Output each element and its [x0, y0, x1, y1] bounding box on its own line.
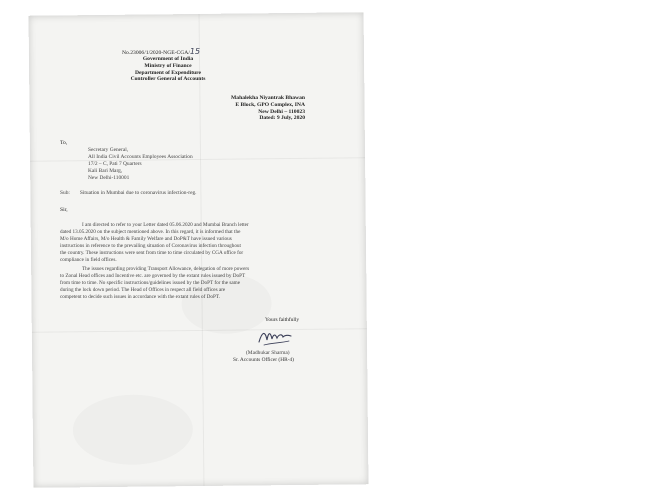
handwritten-signature — [256, 324, 294, 348]
letter-date: Dated: 9 July, 2020 — [259, 115, 305, 122]
recipient-line: Secretary General, — [88, 147, 129, 153]
paragraph-line: dated 13.05.2020 on the subject mentioned above. In this regard, it is informed that the — [60, 228, 241, 235]
recipient-line: New Delhi-110001 — [88, 175, 130, 181]
paragraph-line: M/o Home Affairs, M/o Health & Family Welfare and DoP&T have issued various — [60, 235, 232, 242]
reference-printed: No.23006/1/2020-NGE-CGA/ — [122, 50, 190, 56]
paragraph-line: during the lock down period. The Head of Offices in respect all field offices are — [60, 286, 226, 293]
subject-text: Situation in Mumbai due to coronavirus infection-reg. — [79, 190, 197, 196]
header-line-government: Government of India — [142, 56, 194, 63]
paragraph-line: competent to decide such issues in accordance with the extant rules of DoPT. — [60, 293, 220, 300]
sender-address — [187, 95, 305, 122]
paragraph-line: the country. These instructions were sent from time to time circulated by CGA office for — [60, 249, 244, 256]
address-line: E Block, GPO Complex, INA — [235, 101, 305, 108]
address-line: Mahalekha Niyantrak Bhawan — [231, 95, 305, 101]
paragraph-line: The issues regarding providing Transport Allowance, delegation of more powers — [82, 266, 250, 272]
signatory-name: (Madhukar Sharma) — [246, 350, 290, 356]
recipient-line: All India Civil Accounts Employees Association — [88, 154, 193, 160]
header-line-controller: Controller General of Accounts — [130, 76, 206, 83]
signatory-designation: Sr. Accounts Officer (HR-4) — [233, 357, 294, 363]
header-line-department: Department of Expenditure — [134, 69, 202, 76]
address-line: New Delhi – 110023 — [258, 108, 305, 115]
fold-crease — [30, 157, 365, 162]
reference-number — [122, 49, 262, 56]
to-label: To, — [60, 140, 68, 146]
paragraph-line: from time to time. No specific instructions/guidelines issued by the DoPT for the same — [60, 279, 240, 286]
recipient-address — [88, 147, 193, 182]
paragraph-line: instructions in reference to the prevailing situation of Coronavirus infection throughout — [60, 242, 241, 249]
paragraph-line: to Zonal Head offices and Incentive etc. are governed by the extant rules issued by DoPT — [60, 272, 246, 279]
paragraph-line: compliance in field offices. — [60, 256, 117, 263]
fold-crease — [32, 328, 367, 333]
paragraph-line: I am directed to refer to your Letter dated 05.06.2020 and Mumbai Branch letter — [82, 222, 249, 228]
body-paragraph-1 — [60, 222, 310, 263]
recipient-line: 17/2 – C, Pati 7 Quarters — [88, 161, 142, 167]
subject-label: Sub: — [60, 190, 70, 196]
closing: Yours faithfully — [265, 317, 300, 323]
header-line-ministry: Ministry of Finance — [144, 63, 192, 69]
recipient-line: Kali Bari Marg, — [88, 168, 123, 174]
paper-stain — [73, 394, 194, 465]
letter-header — [122, 49, 262, 83]
subject-line — [60, 190, 197, 196]
salutation: Sir, — [60, 207, 68, 213]
body-paragraph-2 — [60, 266, 310, 301]
reference-handwritten: 15 — [189, 47, 201, 56]
